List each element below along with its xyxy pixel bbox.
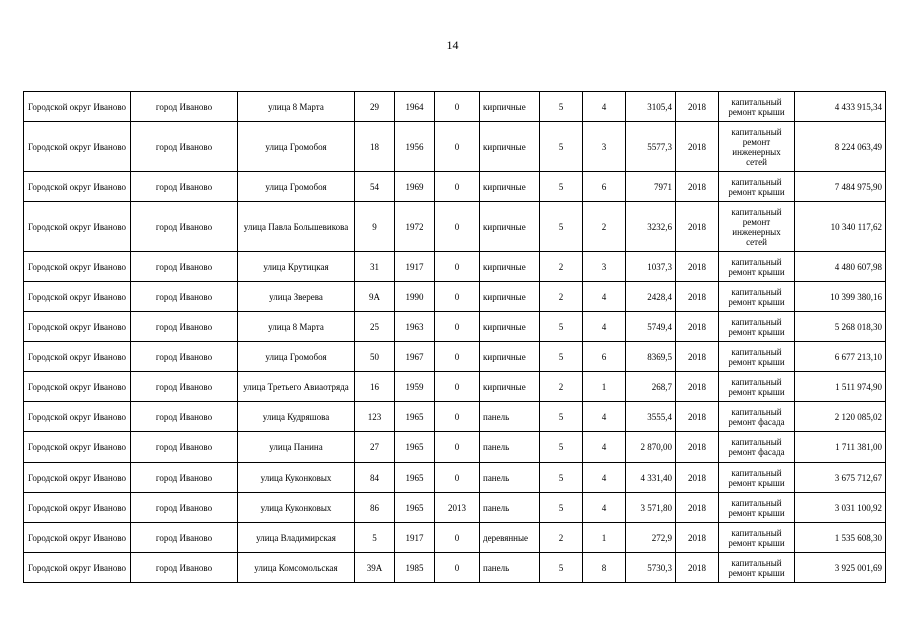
plan-year-cell: 2018 [676,342,719,372]
work-type-cell: капитальный ремонт крыши [719,493,795,523]
work-type-cell: капитальный ремонт крыши [719,553,795,583]
cost-cell: 8 224 063,49 [795,122,886,172]
table-row [24,202,886,252]
table-row [24,312,886,342]
cost-cell: 5 268 018,30 [795,312,886,342]
work-type-cell: капитальный ремонт инженерных сетей [719,122,795,172]
house-number-cell: 84 [355,463,395,493]
year-built-cell: 1969 [395,172,435,202]
city-cell: город Иваново [131,122,238,172]
wall-material-cell: кирпичные [480,342,540,372]
area-cell: 3105,4 [626,92,676,122]
district-cell: Городской округ Иваново [24,252,131,282]
area-cell: 3232,6 [626,202,676,252]
year-built-cell: 1964 [395,92,435,122]
plan-year-cell: 2018 [676,172,719,202]
floors-cell: 5 [540,402,583,432]
year-built-cell: 1965 [395,463,435,493]
floors-cell: 5 [540,122,583,172]
plan-year-cell: 2018 [676,402,719,432]
reconstruction-year-cell: 0 [435,402,480,432]
plan-year-cell: 2018 [676,312,719,342]
year-built-cell: 1965 [395,402,435,432]
city-cell: город Иваново [131,282,238,312]
year-built-cell: 1985 [395,553,435,583]
district-cell: Городской округ Иваново [24,202,131,252]
plan-year-cell: 2018 [676,282,719,312]
street-cell: улица 8 Марта [238,92,355,122]
table-row [24,463,886,493]
area-cell: 8369,5 [626,342,676,372]
wall-material-cell: панель [480,463,540,493]
floors-cell: 5 [540,342,583,372]
plan-year-cell: 2018 [676,463,719,493]
area-cell: 2428,4 [626,282,676,312]
reconstruction-year-cell: 0 [435,342,480,372]
wall-material-cell: панель [480,432,540,463]
table-row [24,122,886,172]
entrances-cell: 4 [583,282,626,312]
floors-cell: 5 [540,172,583,202]
reconstruction-year-cell: 0 [435,122,480,172]
entrances-cell: 1 [583,372,626,402]
work-type-cell: капитальный ремонт фасада [719,432,795,463]
table-row [24,92,886,122]
house-number-cell: 86 [355,493,395,523]
street-cell: улица Третьего Авиаотряда [238,372,355,402]
house-number-cell: 50 [355,342,395,372]
area-cell: 5749,4 [626,312,676,342]
city-cell: город Иваново [131,553,238,583]
year-built-cell: 1990 [395,282,435,312]
wall-material-cell: кирпичные [480,122,540,172]
street-cell: улица Куконковых [238,493,355,523]
city-cell: город Иваново [131,523,238,553]
registry-table [23,91,886,583]
house-number-cell: 27 [355,432,395,463]
city-cell: город Иваново [131,312,238,342]
table-row [24,553,886,583]
reconstruction-year-cell: 0 [435,523,480,553]
house-number-cell: 5 [355,523,395,553]
street-cell: улица Комсомольская [238,553,355,583]
table-row [24,172,886,202]
plan-year-cell: 2018 [676,523,719,553]
street-cell: улица Владимирская [238,523,355,553]
wall-material-cell: кирпичные [480,202,540,252]
area-cell: 4 331,40 [626,463,676,493]
work-type-cell: капитальный ремонт крыши [719,523,795,553]
reconstruction-year-cell: 0 [435,372,480,402]
city-cell: город Иваново [131,92,238,122]
reconstruction-year-cell: 0 [435,432,480,463]
area-cell: 5577,3 [626,122,676,172]
plan-year-cell: 2018 [676,493,719,523]
floors-cell: 5 [540,493,583,523]
floors-cell: 5 [540,432,583,463]
street-cell: улица Кудряшова [238,402,355,432]
district-cell: Городской округ Иваново [24,553,131,583]
district-cell: Городской округ Иваново [24,523,131,553]
wall-material-cell: панель [480,553,540,583]
district-cell: Городской округ Иваново [24,463,131,493]
street-cell: улица Громобоя [238,172,355,202]
district-cell: Городской округ Иваново [24,372,131,402]
reconstruction-year-cell: 2013 [435,493,480,523]
work-type-cell: капитальный ремонт крыши [719,252,795,282]
city-cell: город Иваново [131,202,238,252]
floors-cell: 5 [540,312,583,342]
reconstruction-year-cell: 0 [435,312,480,342]
house-number-cell: 16 [355,372,395,402]
district-cell: Городской округ Иваново [24,493,131,523]
plan-year-cell: 2018 [676,432,719,463]
wall-material-cell: панель [480,402,540,432]
reconstruction-year-cell: 0 [435,553,480,583]
area-cell: 3555,4 [626,402,676,432]
work-type-cell: капитальный ремонт крыши [719,172,795,202]
area-cell: 2 870,00 [626,432,676,463]
entrances-cell: 4 [583,493,626,523]
area-cell: 272,9 [626,523,676,553]
page-number: 14 [446,38,459,52]
table-row [24,342,886,372]
city-cell: город Иваново [131,493,238,523]
house-number-cell: 25 [355,312,395,342]
wall-material-cell: кирпичные [480,312,540,342]
house-number-cell: 18 [355,122,395,172]
house-number-cell: 31 [355,252,395,282]
plan-year-cell: 2018 [676,372,719,402]
work-type-cell: капитальный ремонт крыши [719,463,795,493]
city-cell: город Иваново [131,432,238,463]
floors-cell: 2 [540,252,583,282]
wall-material-cell: деревянные [480,523,540,553]
table-row [24,432,886,463]
year-built-cell: 1917 [395,252,435,282]
wall-material-cell: панель [480,493,540,523]
cost-cell: 1 511 974,90 [795,372,886,402]
year-built-cell: 1965 [395,493,435,523]
plan-year-cell: 2018 [676,202,719,252]
floors-cell: 5 [540,553,583,583]
entrances-cell: 6 [583,342,626,372]
district-cell: Городской округ Иваново [24,172,131,202]
district-cell: Городской округ Иваново [24,122,131,172]
cost-cell: 3 031 100,92 [795,493,886,523]
entrances-cell: 1 [583,523,626,553]
street-cell: улица Панина [238,432,355,463]
cost-cell: 4 433 915,34 [795,92,886,122]
street-cell: улица Громобоя [238,342,355,372]
cost-cell: 4 480 607,98 [795,252,886,282]
wall-material-cell: кирпичные [480,172,540,202]
table-row [24,372,886,402]
area-cell: 5730,3 [626,553,676,583]
house-number-cell: 39А [355,553,395,583]
street-cell: улица Куконковых [238,463,355,493]
street-cell: улица Громобоя [238,122,355,172]
entrances-cell: 3 [583,252,626,282]
city-cell: город Иваново [131,342,238,372]
work-type-cell: капитальный ремонт фасада [719,402,795,432]
area-cell: 7971 [626,172,676,202]
work-type-cell: капитальный ремонт крыши [719,312,795,342]
floors-cell: 2 [540,282,583,312]
plan-year-cell: 2018 [676,252,719,282]
table-row [24,252,886,282]
reconstruction-year-cell: 0 [435,92,480,122]
entrances-cell: 3 [583,122,626,172]
cost-cell: 3 675 712,67 [795,463,886,493]
reconstruction-year-cell: 0 [435,202,480,252]
wall-material-cell: кирпичные [480,372,540,402]
table-row [24,523,886,553]
district-cell: Городской округ Иваново [24,282,131,312]
street-cell: улица 8 Марта [238,312,355,342]
house-number-cell: 123 [355,402,395,432]
street-cell: улица Крутицкая [238,252,355,282]
table-row [24,282,886,312]
entrances-cell: 6 [583,172,626,202]
year-built-cell: 1965 [395,432,435,463]
work-type-cell: капитальный ремонт инженерных сетей [719,202,795,252]
floors-cell: 5 [540,202,583,252]
area-cell: 268,7 [626,372,676,402]
entrances-cell: 4 [583,463,626,493]
house-number-cell: 54 [355,172,395,202]
entrances-cell: 4 [583,402,626,432]
table-row [24,402,886,432]
entrances-cell: 4 [583,92,626,122]
district-cell: Городской округ Иваново [24,432,131,463]
city-cell: город Иваново [131,252,238,282]
floors-cell: 2 [540,372,583,402]
street-cell: улица Павла Большевикова [238,202,355,252]
entrances-cell: 8 [583,553,626,583]
work-type-cell: капитальный ремонт крыши [719,92,795,122]
cost-cell: 6 677 213,10 [795,342,886,372]
reconstruction-year-cell: 0 [435,282,480,312]
year-built-cell: 1963 [395,312,435,342]
entrances-cell: 2 [583,202,626,252]
district-cell: Городской округ Иваново [24,402,131,432]
year-built-cell: 1967 [395,342,435,372]
floors-cell: 2 [540,523,583,553]
cost-cell: 7 484 975,90 [795,172,886,202]
cost-cell: 1 711 381,00 [795,432,886,463]
cost-cell: 10 340 117,62 [795,202,886,252]
district-cell: Городской округ Иваново [24,312,131,342]
city-cell: город Иваново [131,372,238,402]
wall-material-cell: кирпичные [480,282,540,312]
work-type-cell: капитальный ремонт крыши [719,372,795,402]
cost-cell: 2 120 085,02 [795,402,886,432]
work-type-cell: капитальный ремонт крыши [719,282,795,312]
house-number-cell: 9 [355,202,395,252]
year-built-cell: 1956 [395,122,435,172]
reconstruction-year-cell: 0 [435,172,480,202]
table-row [24,493,886,523]
year-built-cell: 1959 [395,372,435,402]
area-cell: 1037,3 [626,252,676,282]
plan-year-cell: 2018 [676,122,719,172]
reconstruction-year-cell: 0 [435,463,480,493]
year-built-cell: 1917 [395,523,435,553]
cost-cell: 1 535 608,30 [795,523,886,553]
district-cell: Городской округ Иваново [24,92,131,122]
work-type-cell: капитальный ремонт крыши [719,342,795,372]
registry-body [24,92,886,583]
city-cell: город Иваново [131,463,238,493]
reconstruction-year-cell: 0 [435,252,480,282]
house-number-cell: 29 [355,92,395,122]
street-cell: улица Зверева [238,282,355,312]
area-cell: 3 571,80 [626,493,676,523]
cost-cell: 10 399 380,16 [795,282,886,312]
floors-cell: 5 [540,463,583,493]
house-number-cell: 9А [355,282,395,312]
wall-material-cell: кирпичные [480,252,540,282]
city-cell: город Иваново [131,402,238,432]
wall-material-cell: кирпичные [480,92,540,122]
entrances-cell: 4 [583,432,626,463]
city-cell: город Иваново [131,172,238,202]
year-built-cell: 1972 [395,202,435,252]
floors-cell: 5 [540,92,583,122]
entrances-cell: 4 [583,312,626,342]
plan-year-cell: 2018 [676,553,719,583]
district-cell: Городской округ Иваново [24,342,131,372]
plan-year-cell: 2018 [676,92,719,122]
cost-cell: 3 925 001,69 [795,553,886,583]
